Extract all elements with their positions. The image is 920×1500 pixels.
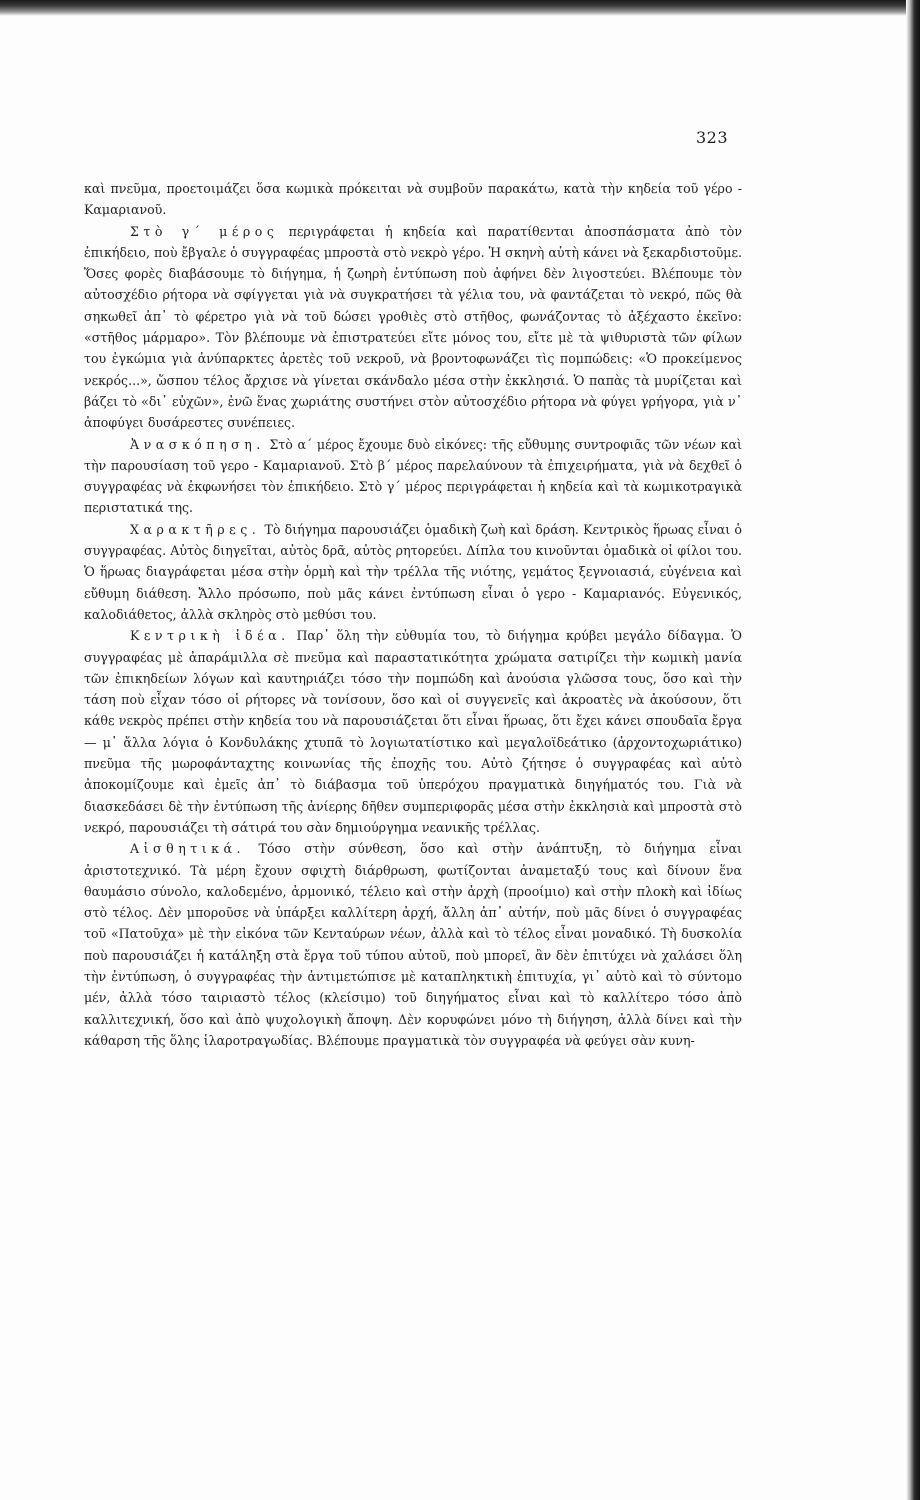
paragraph-central-idea bbox=[84, 625, 742, 838]
section-lead: Χαρακτῆρες. bbox=[130, 521, 261, 537]
paragraph-text: Στὸ α΄ μέρος ἔχουμε δυὸ εἰκόνες: τῆς εὔθυμης συντροφιᾶς τῶν νέων καὶ τὴν παρουσίαση τοῦ γερο - Καμαριανοῦ. Στὸ β΄ μέρος παρελαύνουν τὰ ἐπιχειρήματα, γιὰ νὰ δεχθεῖ ὁ συγγραφέας νὰ ἐκφωνήσει τὸν ἐπικήδειο. Στὸ γ΄ μέρος περιγράφεται ἡ κηδεία καὶ τὰ κωμικοτραγικὰ περιστατικά της. bbox=[84, 436, 742, 516]
body-text bbox=[84, 178, 742, 1051]
scan-top-shadow bbox=[0, 0, 910, 16]
section-lead: Κεντρικὴ ἰδέα. bbox=[130, 628, 290, 644]
section-lead: Στὸ γ΄ μέρος bbox=[130, 223, 279, 239]
page-number: 323 bbox=[695, 128, 728, 147]
paragraph-continued bbox=[84, 178, 742, 221]
paragraph-review bbox=[84, 434, 742, 519]
paragraph-text: περιγράφεται ἡ κηδεία καὶ παρατίθενται ἀποσπάσματα ἀπὸ τὸν ἐπικήδειο, ποὺ ἔβγαλε ὁ συγγραφέας μπροστὰ στὸ νεκρὸ γέρο. Ἡ σκηνὴ αὐτὴ κάνει νὰ ξεκαρδιστοῦμε. Ὅσες φορὲς διαβάσουμε τὸ διήγημα, ἡ ζωηρὴ ἐντύπωση ποὺ ἀφήνει δὲν λιγοστεύει. Βλέπουμε τὸν αὐτοσχέδιο ρήτορα νὰ σφίγγεται γιὰ νὰ συγκρατήσει τὰ γέλια του, νὰ φαντάζεται τὸ νεκρό, πῶς θὰ σηκωθεῖ ἀπ᾿ τὸ φέρετρο γιὰ νὰ τοῦ δώσει γροθιὲς στὸ στῆθος, φωνάζοντας τὸ ἀξέχαστο ἐκεῖνο: «στῆθος μάρμαρο». Τὸν βλέπουμε νὰ ἐπιστρατεύει εἴτε μόνος του, εἴτε μὲ τὰ ψιθυριστὰ τῶν φίλων του ἐγκώμια γιὰ ἀνύπαρκτες ἀρετὲς τοῦ νεκροῦ, νὰ βροντοφωνάζει τὶς πομπώδεις: «Ὁ προκείμενος νεκρός...», ὥσπου τέλος ἄρχισε νὰ γίνεται σκάνδαλο μέσα στὴν ἐκκλησιά. Ὁ παπὰς τὰ μυρίζεται καὶ βάζει τὸ «δι᾿ εὐχῶν», ἐνῶ ἕνας χωριάτης συστήνει στὸν αὐτοσχέδιο ρήτορα νὰ φύγει γρήγορα, γιὰ ν᾿ ἀποφύγει δυσάρεστες συνέπειες. bbox=[84, 223, 742, 431]
scan-right-shadow bbox=[906, 0, 920, 1500]
paragraph-text: Παρ᾿ ὅλη τὴν εὐθυμία του, τὸ διήγημα κρύβει μεγάλο δίδαγμα. Ὁ συγγραφέας μὲ ἀπαράμιλλα σὲ πνεῦμα καὶ παραστατικότητα χρώματα σατιρίζει τὴν κωμικὴ μανία τῶν ἐπικηδείων λόγων καὶ καυτηριάζει τόσο τὴν πομπώδη καὶ ἀνούσια γλῶσσα τους, ὅσο καὶ τὴν τάση ποὺ εἶχαν τόσο οἱ ρήτορες νὰ τονίσουν, ὅσο καὶ οἱ συγγενεῖς καὶ ἀκροατὲς νὰ ἀκούσουν, ὅτι κάθε νεκρὸς πρέπει στὴν κηδεία του νὰ παρουσιάζεται ὅτι εἶναι ἥρωας, ὅτι ἔχει κάνει σπουδαῖα ἔργα — μ᾿ ἄλλα λόγια ὁ Κονδυλάκης χτυπᾶ τὸ λογιωτατίστικο καὶ μεγαλοϊδεάτικο (ἀρχοντοχωριάτικο) πνεῦμα τῆς μωροφάνταχτης κοινωνίας τῆς ἐποχῆς του. Αὐτὸ ζήτησε ὁ συγγραφέας καὶ αὐτὸ ἀποκομίζουμε καὶ ἐμεῖς ἀπ᾿ τὸ διάβασμα τοῦ ὑπερόχου πραγματικὰ διηγήματός του. Γιὰ νὰ διασκεδάσει δὲ τὴν ἐντύπωση τῆς ἀνίερης δῆθεν συμπεριφορᾶς μέσα στὴν ἐκκλησιὰ καὶ μπροστὰ στὸ νεκρό, παρουσιάζει τὴ σάτιρά του σὰν δημιούργημα νεανικῆς τρέλλας. bbox=[84, 628, 742, 835]
paragraph-characters bbox=[84, 519, 742, 625]
paragraph-text: Τὸ διήγημα παρουσιάζει ὁμαδικὴ ζωὴ καὶ δράση. Κεντρικὸς ἥρωας εἶναι ὁ συγγραφέας. Αὐτὸς διηγεῖται, αὐτὸς δρᾶ, αὐτὸς ρητορεύει. Δίπλα του κινοῦνται ὁμαδικὰ οἱ φίλοι του. Ὁ ἥρωας διαγράφεται μέσα στὴν ὁρμὴ καὶ τὴν τρέλλα τῆς νιότης, γεμάτος ξεγνοιασιά, εὐγένεια καὶ εὔθυμη διάθεση. Ἄλλο πρόσωπο, ποὺ μᾶς κάνει ἐντύπωση εἶναι ὁ γερο - Καμαριανός. Εὐγενικός, καλοδιάθετος, ἀλλὰ σκληρὸς στὸ μεθύσι του. bbox=[84, 521, 742, 622]
section-lead: Ἀνασκόπηση. bbox=[130, 436, 265, 452]
paragraph-aesthetics bbox=[84, 838, 742, 1051]
section-lead: Αἰσθητικά. bbox=[130, 841, 246, 857]
paragraph-part-three bbox=[84, 221, 742, 434]
paragraph-text: καὶ πνεῦμα, προετοιμάζει ὅσα κωμικὰ πρόκειται νὰ συμβοῦν παρακάτω, κατὰ τὴν κηδεία τοῦ γέρο - Καμαριανοῦ. bbox=[84, 181, 742, 218]
paragraph-text: Τόσο στὴν σύνθεση, ὅσο καὶ στὴν ἀνάπτυξη, τὸ διήγημα εἶναι ἀριστοτεχνικό. Τὰ μέρη ἔχουν σφιχτὴ διάρθρωση, φωτίζονται ἀναμεταξύ τους καὶ δίνουν ἕνα θαυμάσιο σύνολο, καλοδεμένο, ἁρμονικό, τέλειο καὶ στὴν ἀρχὴ (προοίμιο) καὶ στὴν πλοκὴ καὶ ἰδίως στὸ τέλος. Δὲν μποροῦσε νὰ ὑπάρξει καλλίτερη ἀρχή, ἄλλη ἀπ᾿ αὐτήν, ποὺ μᾶς δίνει ὁ συγγραφέας τοῦ «Πατοῦχα» μὲ τὴν εἰκόνα τῶν Κενταύρων νέων, ἀλλὰ καὶ τὸ τέλος εἶναι μοναδικό. Τὴ δυσκολία ποὺ παρουσιάζει ἡ κατάληξη στὰ ἔργα τοῦ τύπου αὐτοῦ, ποὺ μπορεῖ, ἂν δὲν ἐπιτύχει νὰ χαλάσει ὅλη τὴν ἐντύπωση, ὁ συγγραφέας τὴν ἀντιμετώπισε μὲ καταπληκτικὴ ἐπιτυχία, γι᾿ αὐτὸ καὶ τὸ σύντομο μέν, ἀλλὰ τόσο ταιριαστὸ τέλος (κλείσιμο) τοῦ διηγήματος εἶναι καὶ τὸ καλλίτερο τόσο ἀπὸ καλλιτεχνική, ὅσο καὶ ἀπὸ ψυχολογικὴ ἄποψη. Δὲν κορυφώνει μόνο τὴ διήγηση, ἀλλὰ δίνει καὶ τὴν κάθαρση τῆς ὅλης ἱλαροτραγωδίας. Βλέπουμε πραγματικὰ τὸν συγγραφέα νὰ φεύγει σὰν κυνη- bbox=[84, 841, 742, 1048]
